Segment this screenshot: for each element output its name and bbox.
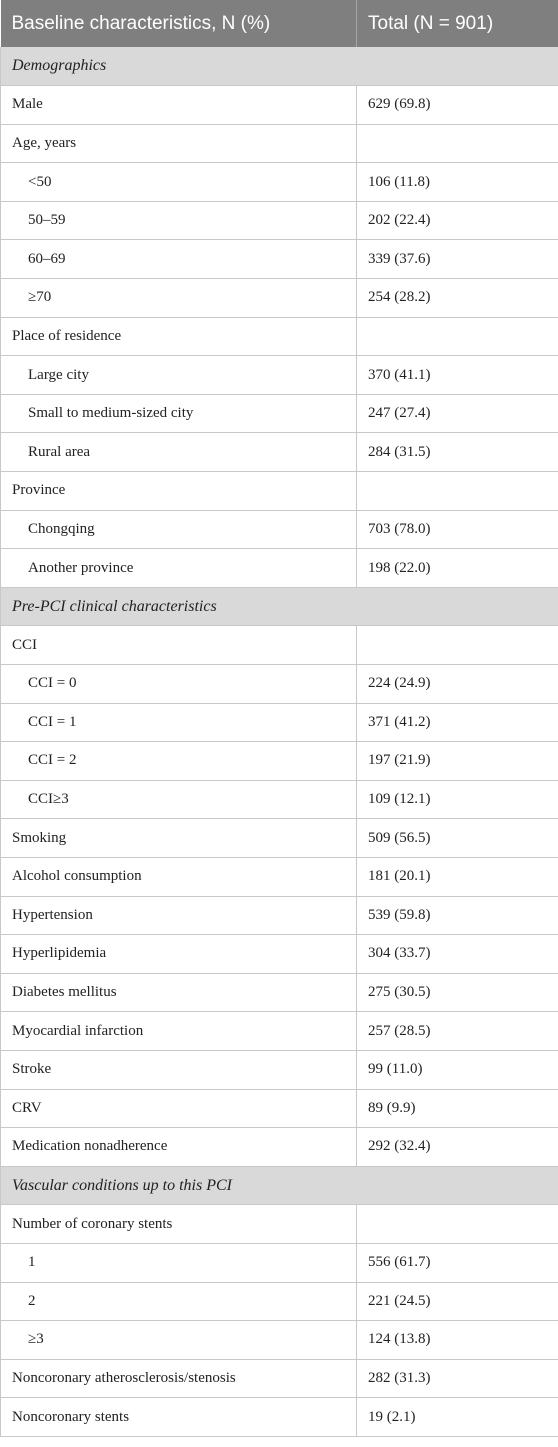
table-row xyxy=(1,356,558,395)
row-label: Large city xyxy=(1,356,357,395)
row-label: Diabetes mellitus xyxy=(1,973,357,1012)
row-label: CCI = 1 xyxy=(1,703,357,742)
row-value: 99 (11.0) xyxy=(357,1050,558,1089)
row-label: Rural area xyxy=(1,433,357,472)
row-value: 19 (2.1) xyxy=(357,1398,558,1437)
table-row xyxy=(1,86,558,125)
table-row xyxy=(1,819,558,858)
row-value: 202 (22.4) xyxy=(357,201,558,240)
section-header-row xyxy=(1,1166,558,1205)
row-value: 371 (41.2) xyxy=(357,703,558,742)
row-label: Small to medium-sized city xyxy=(1,394,357,433)
table-row xyxy=(1,472,558,511)
row-value: 198 (22.0) xyxy=(357,549,558,588)
row-value: 370 (41.1) xyxy=(357,356,558,395)
row-label: Another province xyxy=(1,549,357,588)
row-label: Smoking xyxy=(1,819,357,858)
table-row xyxy=(1,1205,558,1244)
row-value: 539 (59.8) xyxy=(357,896,558,935)
table-row xyxy=(1,510,558,549)
table-row xyxy=(1,163,558,202)
table-row xyxy=(1,1050,558,1089)
table-body xyxy=(1,47,558,1436)
table-row xyxy=(1,742,558,781)
row-value xyxy=(357,472,558,511)
row-value: 221 (24.5) xyxy=(357,1282,558,1321)
table-row xyxy=(1,935,558,974)
row-value: 284 (31.5) xyxy=(357,433,558,472)
table-row xyxy=(1,317,558,356)
row-value: 197 (21.9) xyxy=(357,742,558,781)
table-row xyxy=(1,1089,558,1128)
row-value: 556 (61.7) xyxy=(357,1243,558,1282)
row-label: CRV xyxy=(1,1089,357,1128)
row-label: Age, years xyxy=(1,124,357,163)
row-label: CCI xyxy=(1,626,357,665)
row-label: 50–59 xyxy=(1,201,357,240)
section-label: Pre-PCI clinical characteristics xyxy=(1,587,558,626)
table-row xyxy=(1,780,558,819)
row-value: 304 (33.7) xyxy=(357,935,558,974)
table-row xyxy=(1,1359,558,1398)
section-header-row xyxy=(1,587,558,626)
row-label: Hypertension xyxy=(1,896,357,935)
header-characteristics: Baseline characteristics, N (%) xyxy=(1,0,357,47)
row-value: 629 (69.8) xyxy=(357,86,558,125)
row-value: 703 (78.0) xyxy=(357,510,558,549)
table-row xyxy=(1,279,558,318)
table-row xyxy=(1,1398,558,1437)
row-label: Male xyxy=(1,86,357,125)
row-value: 224 (24.9) xyxy=(357,665,558,704)
table-row xyxy=(1,240,558,279)
section-header-row xyxy=(1,47,558,86)
row-value xyxy=(357,1205,558,1244)
row-label: ≥3 xyxy=(1,1321,357,1360)
table-row xyxy=(1,1012,558,1051)
row-value xyxy=(357,124,558,163)
row-value: 181 (20.1) xyxy=(357,857,558,896)
row-label: CCI≥3 xyxy=(1,780,357,819)
row-label: 1 xyxy=(1,1243,357,1282)
row-label: Alcohol consumption xyxy=(1,857,357,896)
row-label: Medication nonadherence xyxy=(1,1128,357,1167)
table-row xyxy=(1,549,558,588)
row-label: Noncoronary stents xyxy=(1,1398,357,1437)
table-row xyxy=(1,703,558,742)
row-label: <50 xyxy=(1,163,357,202)
row-label: CCI = 2 xyxy=(1,742,357,781)
row-label: Place of residence xyxy=(1,317,357,356)
row-value: 275 (30.5) xyxy=(357,973,558,1012)
table-row xyxy=(1,394,558,433)
row-label: Number of coronary stents xyxy=(1,1205,357,1244)
row-value: 257 (28.5) xyxy=(357,1012,558,1051)
table-row xyxy=(1,433,558,472)
row-value: 339 (37.6) xyxy=(357,240,558,279)
row-value: 106 (11.8) xyxy=(357,163,558,202)
table-row xyxy=(1,201,558,240)
row-label: Hyperlipidemia xyxy=(1,935,357,974)
row-value: 124 (13.8) xyxy=(357,1321,558,1360)
row-label: Chongqing xyxy=(1,510,357,549)
header-total: Total (N = 901) xyxy=(357,0,558,47)
table-row xyxy=(1,857,558,896)
row-value: 89 (9.9) xyxy=(357,1089,558,1128)
table-row xyxy=(1,1282,558,1321)
table-row xyxy=(1,1128,558,1167)
row-value xyxy=(357,317,558,356)
table-row xyxy=(1,1243,558,1282)
table-row xyxy=(1,1321,558,1360)
row-value: 282 (31.3) xyxy=(357,1359,558,1398)
row-value xyxy=(357,626,558,665)
row-value: 247 (27.4) xyxy=(357,394,558,433)
row-value: 254 (28.2) xyxy=(357,279,558,318)
row-label: 60–69 xyxy=(1,240,357,279)
table-header-row xyxy=(1,0,558,47)
section-label: Vascular conditions up to this PCI xyxy=(1,1166,558,1205)
table-row xyxy=(1,896,558,935)
row-value: 292 (32.4) xyxy=(357,1128,558,1167)
row-value: 109 (12.1) xyxy=(357,780,558,819)
row-label: Myocardial infarction xyxy=(1,1012,357,1051)
row-label: Noncoronary atherosclerosis/stenosis xyxy=(1,1359,357,1398)
section-label: Demographics xyxy=(1,47,558,86)
row-label: ≥70 xyxy=(1,279,357,318)
table-row xyxy=(1,665,558,704)
row-label: Stroke xyxy=(1,1050,357,1089)
row-label: Province xyxy=(1,472,357,511)
table-row xyxy=(1,626,558,665)
row-label: CCI = 0 xyxy=(1,665,357,704)
table-row xyxy=(1,124,558,163)
table-row xyxy=(1,973,558,1012)
row-value: 509 (56.5) xyxy=(357,819,558,858)
row-label: 2 xyxy=(1,1282,357,1321)
